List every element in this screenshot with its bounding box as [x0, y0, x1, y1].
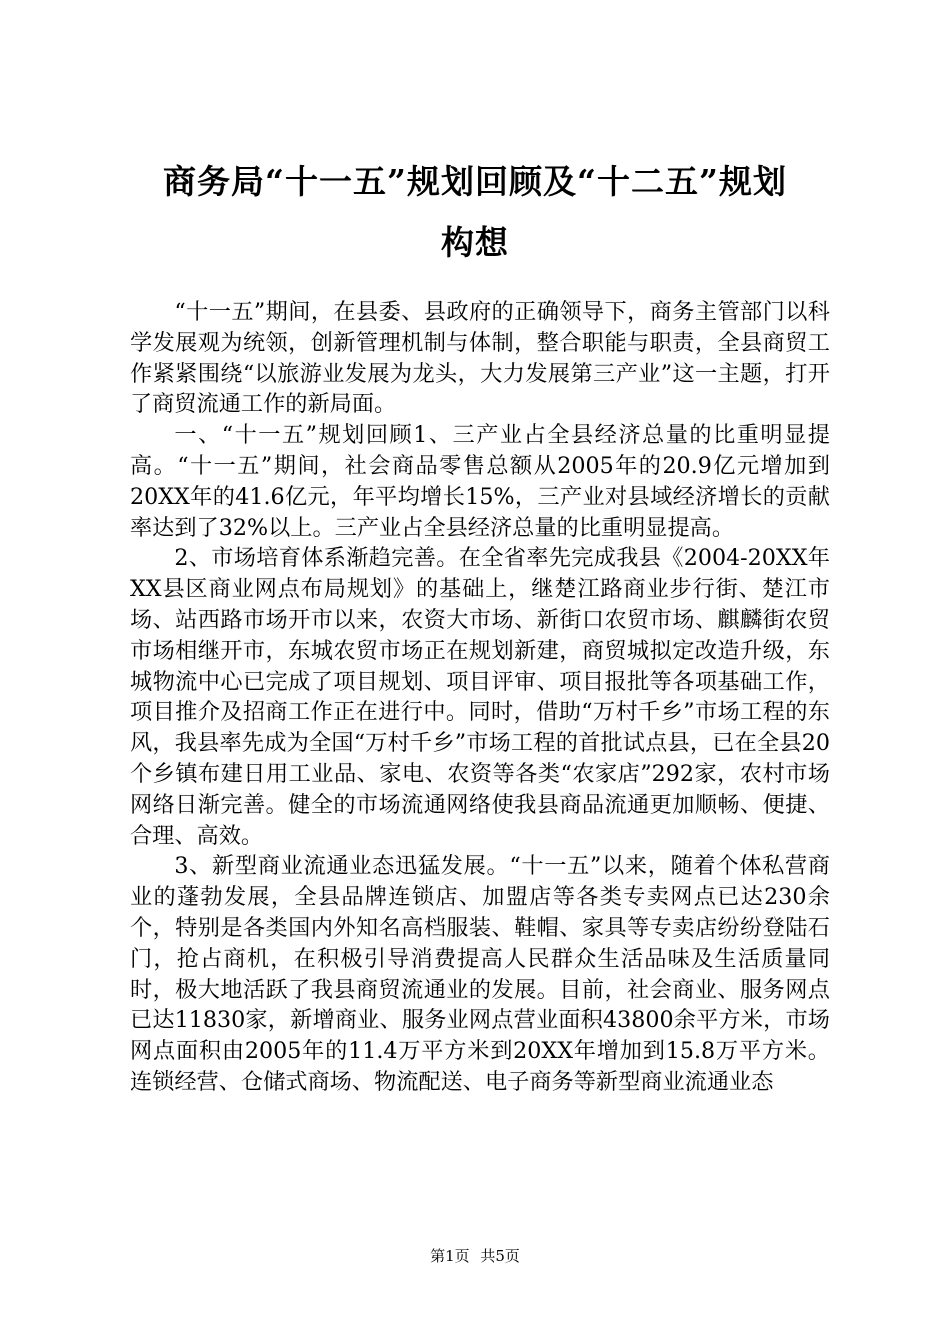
total-pages-label: 共5页	[480, 1247, 520, 1265]
paragraph-review-3: 3、新型商业流通业态迅猛发展。“十一五”以来，随着个体私营商业的蓬勃发展，全县品牌连锁店、加盟店等各类专卖网点已达230余个，特别是各类国内外知名高档服装、鞋帽、家具等专卖店纷纷登陆石门，抢占商机，在积极引导消费提高人民群众生活品味及生活质量同时，极大地活跃了我县商贸流通业的发展。目前，社会商业、服务网点已达11830家，新增商业、服务业网点营业面积43800余平方米，市场网点面积由2005年的11.4万平方米到20XX年增加到15.8万平方米。连锁经营、仓储式商场、物流配送、电子商务等新型商业流通业态	[130, 853, 830, 1095]
current-page-label: 第1页	[430, 1247, 470, 1265]
paragraph-intro: “十一五”期间，在县委、县政府的正确领导下，商务主管部门以科学发展观为统领，创新管理机制与体制，整合职能与职责，全县商贸工作紧紧围绕“以旅游业发展为龙头，大力发展第三产业”这一主题，打开了商贸流通工作的新局面。	[130, 299, 830, 418]
document-title-line-2: 构想	[441, 223, 509, 262]
page-footer	[0, 1246, 950, 1266]
document-title-line-1: 商务局“十一五”规划回顾及“十二五”规划	[163, 162, 787, 201]
paragraph-review-1: 一、“十一五”规划回顾1、三产业占全县经济总量的比重明显提高。“十一五”期间，社会商品零售总额从2005年的20.9亿元增加到20XX年的41.6亿元，年平均增长15%，三产业对县域经济增长的贡献率达到了32%以上。三产业占全县经济总量的比重明显提高。	[130, 422, 830, 541]
document-body	[130, 297, 830, 1098]
paragraph-review-2: 2、市场培育体系渐趋完善。在全省率先完成我县《2004-20XX年XX县区商业网点布局规划》的基础上，继楚江路商业步行街、楚江市场、站西路市场开市以来，农资大市场、新街口农贸市场、麒麟街农贸市场相继开市，东城农贸市场正在规划新建，商贸城拟定改造升级，东城物流中心已完成了项目规划、项目评审、项目报批等各项基础工作，项目推介及招商工作正在进行中。同时，借助“万村千乡”市场工程的东风，我县率先成为全国“万村千乡”市场工程的首批试点县，已在全县20个乡镇布建日用工业品、家电、农资等各类“农家店”292家，农村市场网络日渐完善。健全的市场流通网络使我县商品流通更加顺畅、便捷、合理、高效。	[130, 545, 830, 849]
